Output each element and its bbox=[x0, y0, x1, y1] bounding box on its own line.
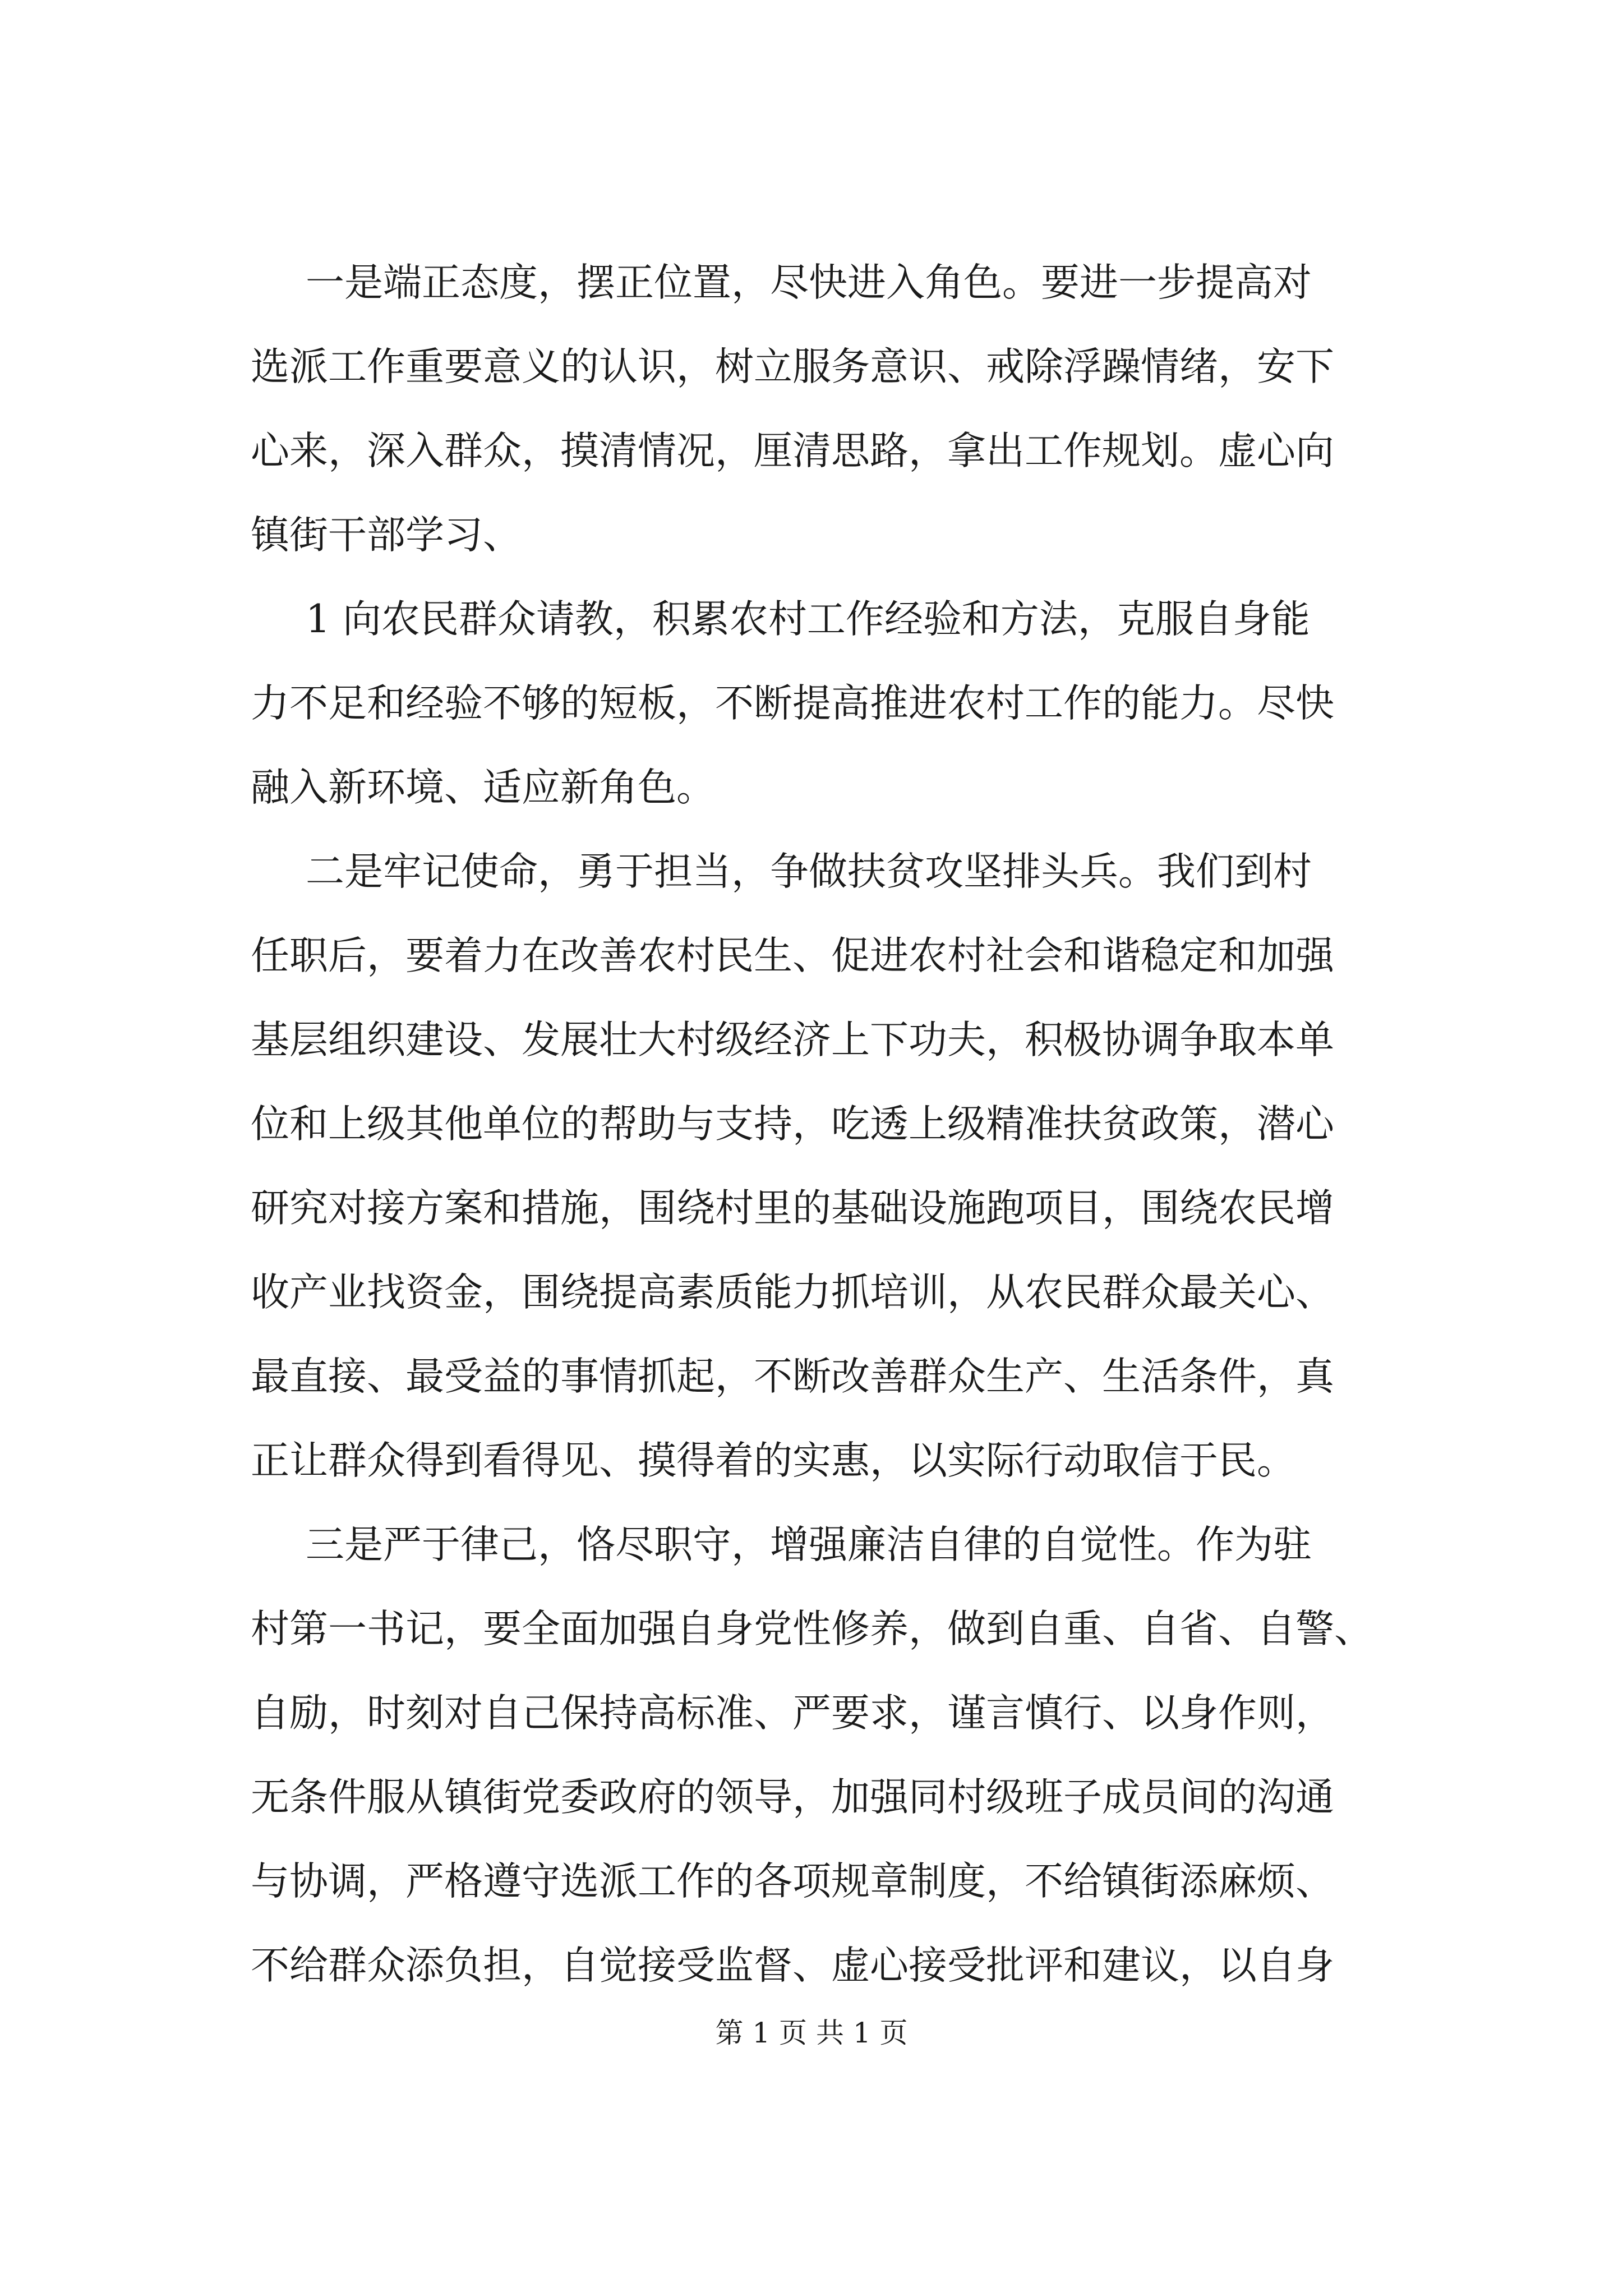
text-line: 不给群众添负担，自觉接受监督、虚心接受批评和建议，以自身 bbox=[251, 1943, 1334, 1988]
text-line: 二是牢记使命，勇于担当，争做扶贫攻坚排头兵。我们到村 bbox=[306, 849, 1312, 894]
text-line: 无条件服从镇街党委政府的领导，加强同村级班子成员间的沟通 bbox=[251, 1775, 1334, 1820]
text-line: 力不足和经验不够的短板，不断提高推进农村工作的能力。尽快 bbox=[251, 681, 1334, 726]
text-line: 融入新环境、适应新角色。 bbox=[251, 765, 715, 810]
text-line: 选派工作重要意义的认识，树立服务意识、戒除浮躁情绪，安下 bbox=[251, 344, 1334, 389]
text-line: 位和上级其他单位的帮助与支持，吃透上级精准扶贫政策，潜心 bbox=[251, 1102, 1334, 1147]
text-line: 正让群众得到看得见、摸得着的实惠，以实际行动取信于民。 bbox=[251, 1438, 1295, 1483]
text-line: 自励，时刻对自己保持高标准、严要求，谨言慎行、以身作则， bbox=[251, 1691, 1334, 1736]
text-line: 三是严于律己，恪尽职守，增强廉洁自律的自觉性。作为驻 bbox=[306, 1522, 1312, 1567]
text-line: 基层组织建设、发展壮大村级经济上下功夫，积极协调争取本单 bbox=[251, 1018, 1334, 1062]
text-line: 研究对接方案和措施，围绕村里的基础设施跑项目，围绕农民增 bbox=[251, 1186, 1334, 1231]
page-number-footer: 第 1 页 共 1 页 bbox=[715, 2017, 908, 2049]
text-line: 收产业找资金，围绕提高素质能力抓培训，从农民群众最关心、 bbox=[251, 1270, 1334, 1315]
text-line: 与协调，严格遵守选派工作的各项规章制度，不给镇街添麻烦、 bbox=[251, 1859, 1334, 1904]
text-line: 最直接、最受益的事情抓起，不断改善群众生产、生活条件，真 bbox=[251, 1354, 1334, 1399]
text-line: 任职后，要着力在改善农村民生、促进农村社会和谐稳定和加强 bbox=[251, 933, 1334, 978]
text-line: 村第一书记，要全面加强自身党性修养，做到自重、自省、自警、 bbox=[251, 1607, 1373, 1651]
text-line: 1 向农民群众请教，积累农村工作经验和方法，克服自身能 bbox=[306, 597, 1310, 642]
text-line: 一是端正态度，摆正位置，尽快进入角色。要进一步提高对 bbox=[306, 260, 1312, 305]
text-line: 镇街干部学习、 bbox=[251, 513, 522, 558]
text-line: 心来，深入群众，摸清情况，厘清思路，拿出工作规划。虚心向 bbox=[251, 429, 1334, 473]
